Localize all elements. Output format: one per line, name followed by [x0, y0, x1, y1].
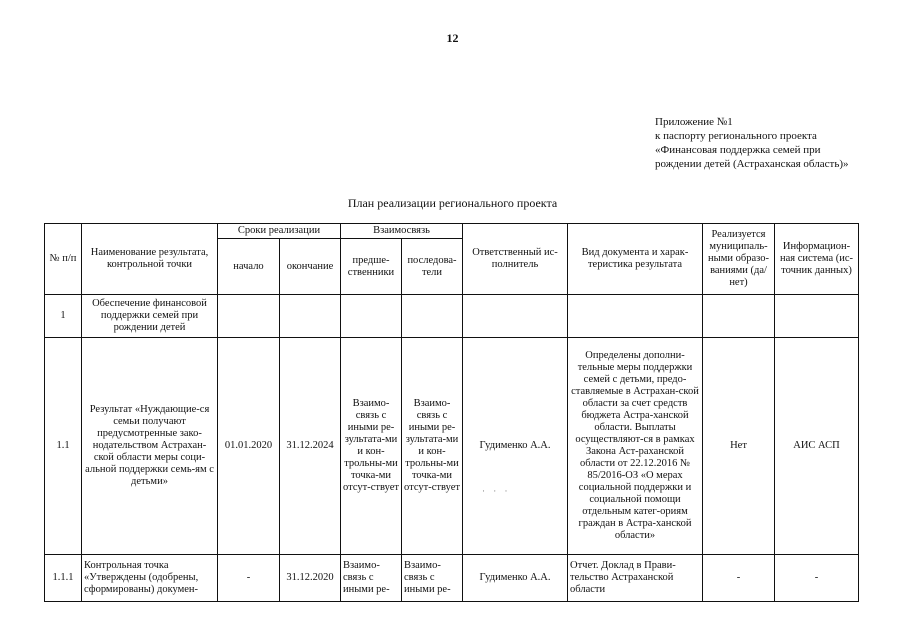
- header-row-1: [45, 224, 859, 239]
- row-num: 1.1.1: [45, 555, 82, 602]
- row-info-system: АИС АСП: [775, 338, 859, 555]
- appendix-line-4: рождении детей (Астраханская область)»: [655, 158, 849, 170]
- header-doc-type: Вид документа и харак-теристика результата: [568, 224, 703, 295]
- row-name: Результат «Нуждающие-ся семьи получают предусмотренные зако-нодательством Астрахан-ской области меры соци-альной поддержки семь-ям с детьми»: [82, 338, 218, 555]
- header-predecessors: предше-ственники: [341, 239, 402, 295]
- row-successors: [402, 295, 463, 338]
- header-responsible: Ответственный ис-полнитель: [463, 224, 568, 295]
- row-successors: Взаимо-связь с иными ре-зультата-ми и кон-трольны-ми точка-ми отсут-ствует: [402, 338, 463, 555]
- table-row: [45, 338, 859, 555]
- row-municipal: Нет: [703, 338, 775, 555]
- row-municipal: [703, 295, 775, 338]
- page-number: 12: [446, 31, 459, 45]
- row-predecessors: Взаимо-связь с иными ре-зультата-ми и кон-трольны-ми точка-ми отсут-ствует: [341, 338, 402, 555]
- header-terms: Сроки реализации: [218, 224, 341, 239]
- row-predecessors: [341, 295, 402, 338]
- row-end: 31.12.2024: [280, 338, 341, 555]
- plan-title: План реализации регионального проекта: [347, 196, 558, 210]
- row-responsible: Гудименко А.А.: [463, 338, 568, 555]
- header-relation: Взаимосвязь: [341, 224, 463, 239]
- row-name: Контрольная точка «Утверждены (одобрены, сформированы) докумен-: [82, 555, 218, 602]
- appendix-line-3: «Финансовая поддержка семей при: [655, 144, 821, 156]
- table-row: [45, 295, 859, 338]
- row-doc-type: Определены дополни-тельные меры поддержки семей с детьми, предо-ставляемые в Астрахан-ской области за счет средств бюджета Астра-ханской области. Выплаты осуществляют-ся в рамках Закона Аст-раханской области от 22.12.2016 № 85/2016-ОЗ «О мерах социальной поддержки и социальной помощи отдельным катег-ориям граждан в Астра-ханской области»: [568, 338, 703, 555]
- header-info-system: Информацион-ная система (ис-точник данных): [775, 224, 859, 295]
- row-start: [218, 295, 280, 338]
- row-start: -: [218, 555, 280, 602]
- header-num: № п/п: [45, 224, 82, 295]
- appendix-line-1: Приложение №1: [655, 116, 733, 128]
- scan-speckle: · · ·: [482, 486, 511, 496]
- table-row: [45, 555, 859, 602]
- row-responsible: Гудименко А.А.: [463, 555, 568, 602]
- row-doc-type: [568, 295, 703, 338]
- header-successors: последова-тели: [402, 239, 463, 295]
- row-start: 01.01.2020: [218, 338, 280, 555]
- header-end: окончание: [280, 239, 341, 295]
- row-num: 1.1: [45, 338, 82, 555]
- plan-table: [44, 223, 859, 602]
- row-responsible: [463, 295, 568, 338]
- header-municipal: Реализуется муниципаль-ными образо-ваниями (да/нет): [703, 224, 775, 295]
- row-municipal: -: [703, 555, 775, 602]
- row-end: 31.12.2020: [280, 555, 341, 602]
- row-doc-type: Отчет. Доклад в Прави-тельство Астраханской области: [568, 555, 703, 602]
- row-successors: Взаимо-связь с иными ре-: [402, 555, 463, 602]
- row-name: Обеспечение финансовой поддержки семей при рождении детей: [82, 295, 218, 338]
- row-info-system: [775, 295, 859, 338]
- appendix-block: [655, 115, 895, 171]
- appendix-line-2: к паспорту регионального проекта: [655, 130, 817, 142]
- row-num: 1: [45, 295, 82, 338]
- header-name: Наименование результата, контрольной точки: [82, 224, 218, 295]
- row-end: [280, 295, 341, 338]
- row-predecessors: Взаимо-связь с иными ре-: [341, 555, 402, 602]
- row-info-system: -: [775, 555, 859, 602]
- header-start: начало: [218, 239, 280, 295]
